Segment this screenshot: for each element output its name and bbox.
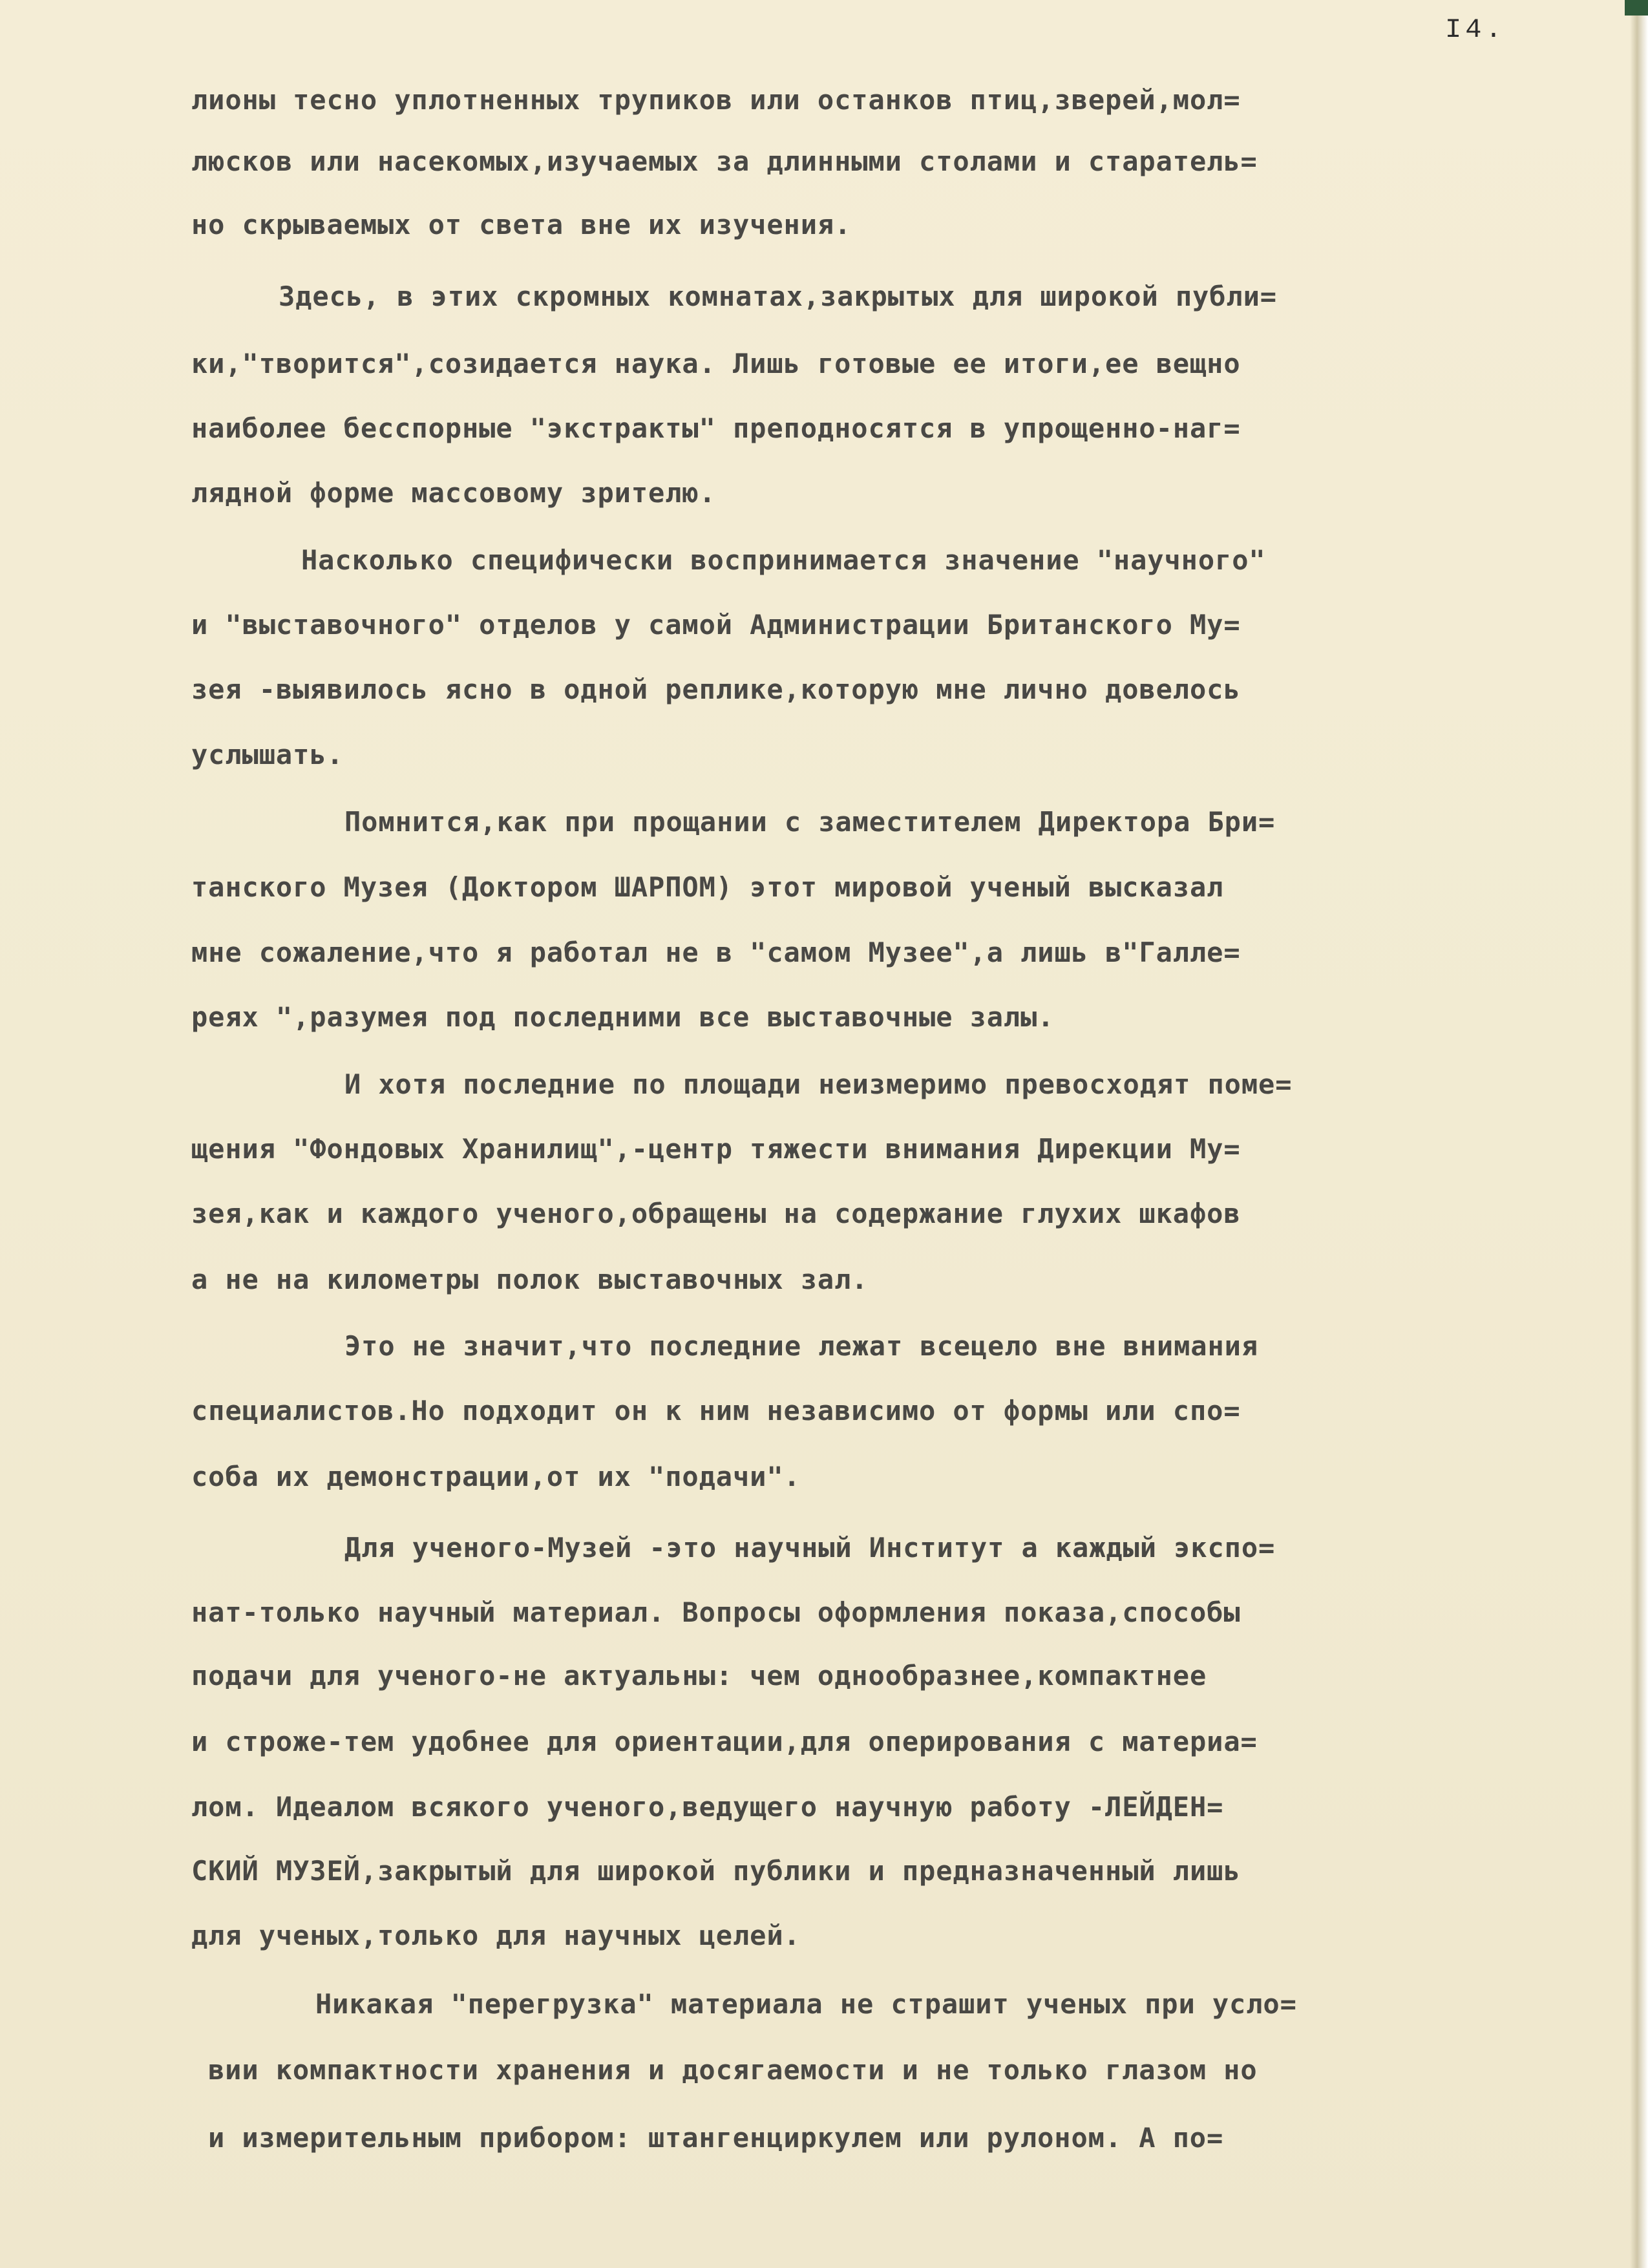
text-line: Насколько специфически воспринимается значение "научного" (301, 544, 1266, 576)
text-line: щения "Фондовых Хранилищ",-центр тяжести внимания Дирекции Му= (191, 1133, 1241, 1165)
text-line: и измерительным прибором: штангенциркулем или рулоном. А по= (208, 2122, 1224, 2154)
text-line: наиболее бесспорные "экстракты" преподносятся в упрощенно-наг= (191, 412, 1241, 444)
text-line: соба их демонстрации,от их "подачи". (191, 1461, 801, 1492)
text-line: и строже-тем удобнее для ориентации,для оперирования с материа= (191, 1726, 1258, 1757)
page-number: I4. (1445, 14, 1506, 45)
text-line: И хотя последние по площади неизмеримо превосходят поме= (344, 1068, 1293, 1100)
text-line: Никакая "перегрузка" материала не страшит ученых при усло= (315, 1988, 1297, 2020)
text-line: нат-только научный материал. Вопросы оформления показа,способы (191, 1596, 1241, 1628)
text-line: СКИЙ МУЗЕЙ,закрытый для широкой публики и предназначенный лишь (191, 1855, 1241, 1887)
text-line: зея -выявилось ясно в одной реплике,которую мне лично довелось (191, 673, 1241, 705)
text-line: специалистов.Но подходит он к ним независимо от формы или спо= (191, 1395, 1241, 1426)
text-line: танского Музея (Доктором ШАРПОМ) этот мировой ученый высказал (191, 871, 1224, 903)
text-line: и "выставочного" отделов у самой Администрации Британского Му= (191, 609, 1241, 641)
text-line: лядной форме массовому зрителю. (191, 477, 716, 509)
text-line: вии компактности хранения и досягаемости и не только глазом но (208, 2054, 1258, 2086)
text-line: Помнится,как при прощании с заместителем Директора Бри= (344, 806, 1276, 838)
text-line: для ученых,только для научных целей. (191, 1920, 801, 1951)
text-line: реях ",разумея под последними все выставочные залы. (191, 1001, 1055, 1033)
text-line: ки,"творится",созидается наука. Лишь готовые ее итоги,ее вещно (191, 348, 1241, 379)
text-line: лионы тесно уплотненных трупиков или останков птиц,зверей,мол= (191, 84, 1241, 116)
text-line: но скрываемых от света вне их изучения. (191, 209, 852, 240)
text-line: Для ученого-Музей -это научный Институт а каждый экспо= (344, 1532, 1276, 1563)
text-line: Здесь, в этих скромных комнатах,закрытых для широкой публи= (279, 281, 1277, 312)
text-line: а не на километры полок выставочных зал. (191, 1264, 869, 1295)
text-line: мне сожаление,что я работал не в "самом Музее",а лишь в"Галле= (191, 937, 1241, 968)
text-line: подачи для ученого-не актуальны: чем однообразнее,компактнее (191, 1660, 1207, 1691)
text-line: услышать. (191, 739, 344, 770)
text-line: Это не значит,что последние лежат всецело вне внимания (344, 1330, 1259, 1362)
text-line: лом. Идеалом всякого ученого,ведущего научную работу -ЛЕЙДЕН= (191, 1791, 1224, 1823)
text-line: люсков или насекомых,изучаемых за длинными столами и старатель= (191, 145, 1258, 177)
text-line: зея,как и каждого ученого,обращены на содержание глухих шкафов (191, 1198, 1241, 1229)
